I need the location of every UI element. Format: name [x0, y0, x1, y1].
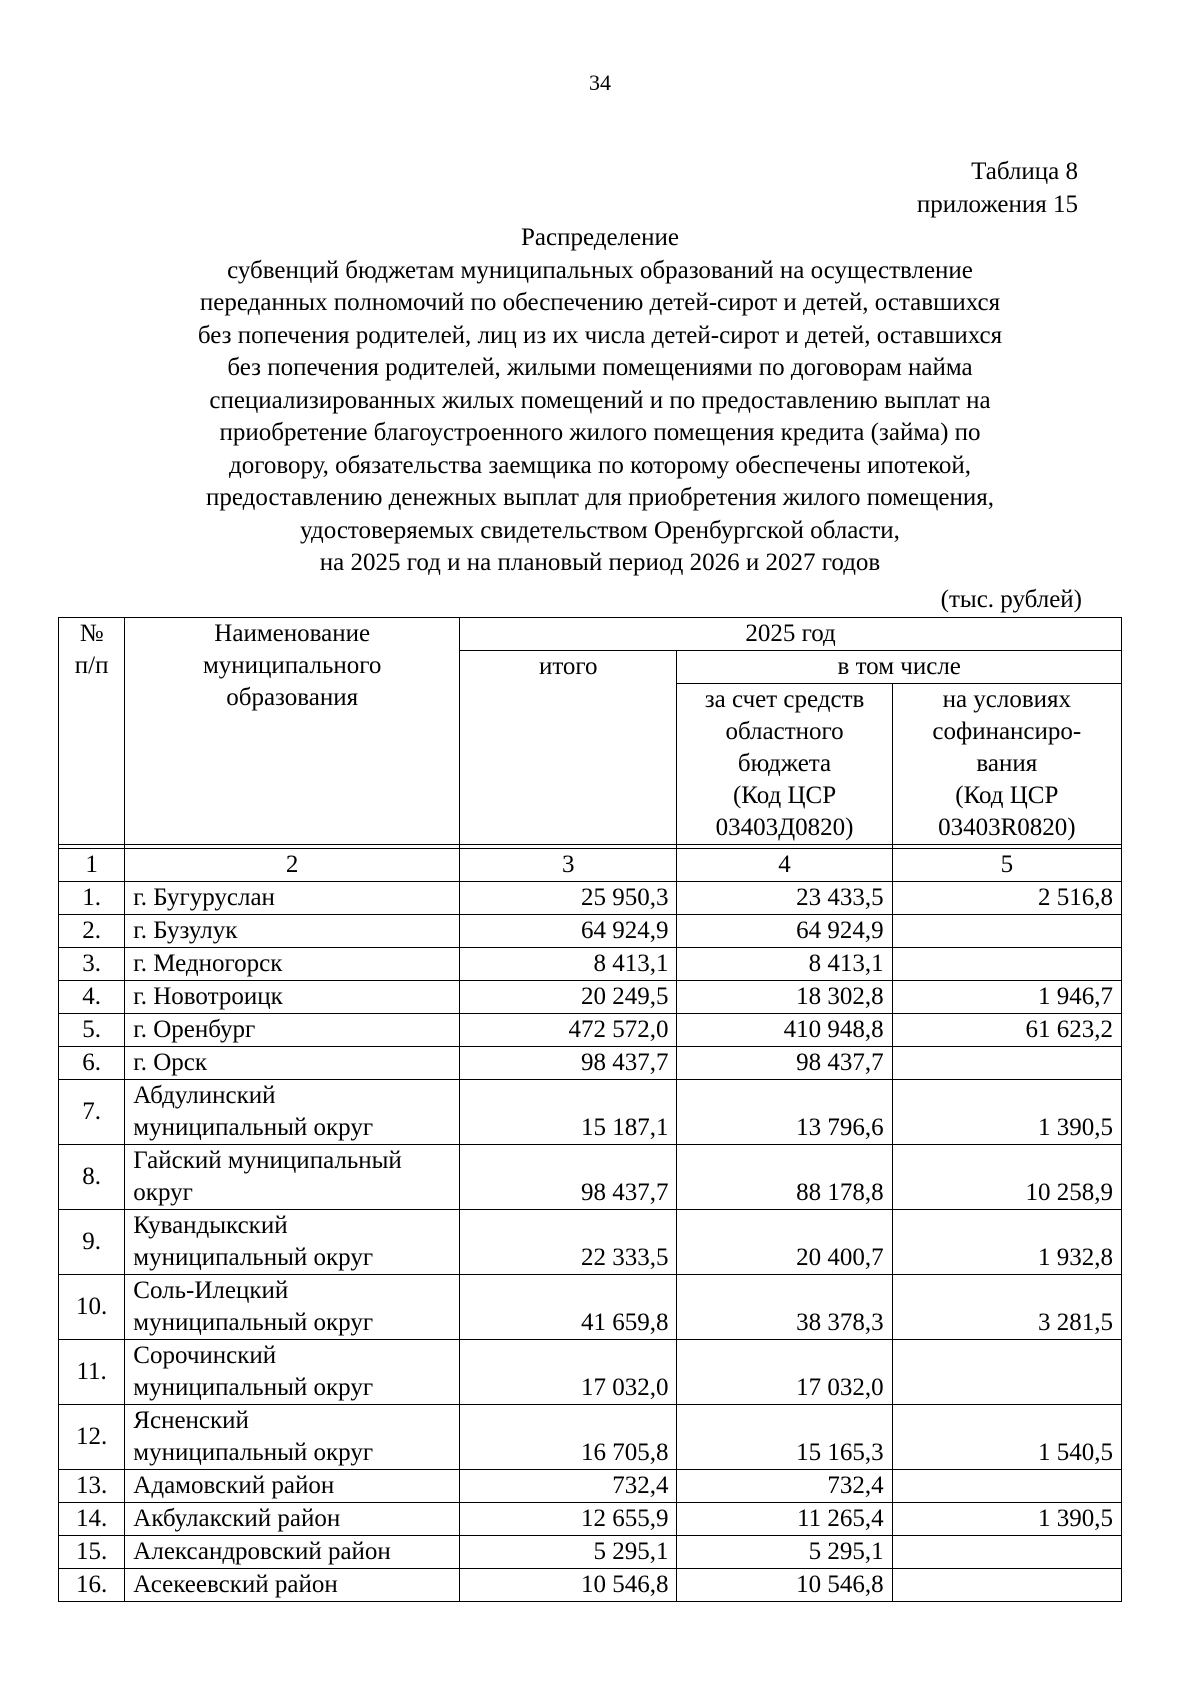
cofinancing-value: 3 281,5: [892, 1275, 1121, 1340]
table-row: [59, 1470, 1122, 1503]
regional-value: 15 165,3: [677, 1405, 892, 1470]
municipality-name-line: г. Медногорск: [133, 950, 283, 977]
municipality-name-line: г. Оренбург: [133, 1016, 256, 1043]
row-number: 4.: [59, 981, 125, 1014]
table-row: [59, 1340, 1122, 1405]
total-value: 98 437,7: [460, 1047, 677, 1080]
column-number: 4: [677, 849, 892, 882]
total-value: 15 187,1: [460, 1080, 677, 1145]
header-regional-line: (Код ЦСР: [732, 782, 837, 809]
total-value: 20 249,5: [460, 981, 677, 1014]
heading-line: удостоверяемых свидетельством Оренбургской области,: [300, 516, 900, 544]
header-name-line: образования: [226, 684, 359, 711]
row-number: 11.: [59, 1340, 125, 1405]
municipality-name: [125, 1503, 460, 1536]
header-name-line: Наименование: [214, 620, 371, 647]
regional-value: 11 265,4: [677, 1503, 892, 1536]
regional-value: 10 546,8: [677, 1569, 892, 1602]
cofinancing-value: [892, 1569, 1121, 1602]
municipality-name: [125, 948, 460, 981]
row-number: 3.: [59, 948, 125, 981]
municipality-name-line: Асекеевский район: [133, 1571, 338, 1598]
regional-value: 8 413,1: [677, 948, 892, 981]
cofinancing-value: [892, 915, 1121, 948]
municipality-name: [125, 1470, 460, 1503]
municipality-name-line: г. Бугуруслан: [133, 884, 275, 911]
appendix-reference-line: приложения 15: [916, 191, 1078, 218]
header-cofinancing-line: вания: [976, 750, 1038, 777]
municipality-name: [125, 882, 460, 915]
column-number: 1: [59, 849, 125, 882]
regional-value: 410 948,8: [677, 1014, 892, 1047]
total-value: 12 655,9: [460, 1503, 677, 1536]
municipality-name: [125, 1080, 460, 1145]
cofinancing-value: [892, 948, 1121, 981]
document-heading: [150, 222, 1050, 580]
municipality-name: [125, 1536, 460, 1569]
header-cofinancing-line: (Код ЦСР: [955, 782, 1059, 809]
heading-line: на 2025 год и на плановый период 2026 и 2027 годов: [319, 549, 881, 576]
municipality-name: [125, 1340, 460, 1405]
municipality-name-line: Адамовский район: [133, 1472, 335, 1499]
units-label: (тыс. рублей): [940, 586, 1082, 613]
header-cofinancing-line: софинансиро-: [932, 718, 1082, 745]
municipality-name-line: муниципальный округ: [133, 1374, 374, 1401]
header-regional-line: бюджета: [737, 750, 832, 777]
total-value: 41 659,8: [460, 1275, 677, 1340]
table-row: [59, 915, 1122, 948]
regional-value: 732,4: [677, 1470, 892, 1503]
total-value: 10 546,8: [460, 1569, 677, 1602]
cofinancing-value: 1 540,5: [892, 1405, 1121, 1470]
cofinancing-value: 61 623,2: [892, 1014, 1121, 1047]
table-row: [59, 1210, 1122, 1275]
municipality-name: [125, 1145, 460, 1210]
municipality-name-line: муниципальный округ: [133, 1114, 374, 1141]
header-cofinancing-line: на условиях: [942, 686, 1072, 713]
header-regional-line: областного: [725, 718, 844, 745]
cofinancing-value: 2 516,8: [892, 882, 1121, 915]
heading-line: специализированных жилых помещений и по предоставлению выплат на: [209, 386, 991, 414]
header-cofinancing: [892, 684, 1121, 845]
table-row: [59, 1405, 1122, 1470]
total-value: 8 413,1: [460, 948, 677, 981]
column-number-row: [59, 849, 1122, 882]
table-row: [59, 1275, 1122, 1340]
column-number: 5: [892, 849, 1121, 882]
municipality-name: [125, 1569, 460, 1602]
regional-value: 88 178,8: [677, 1145, 892, 1210]
municipality-name: [125, 1047, 460, 1080]
table-row: [59, 948, 1122, 981]
total-value: 98 437,7: [460, 1145, 677, 1210]
heading-line: предоставлению денежных выплат для приобретения жилого помещения,: [206, 484, 994, 511]
table-row: [59, 981, 1122, 1014]
regional-value: 17 032,0: [677, 1340, 892, 1405]
heading-line: без попечения родителей, лиц из их числа детей-сирот и детей, оставшихся: [197, 321, 1003, 349]
header-cofinancing-line: 03403R0820): [938, 814, 1076, 841]
cofinancing-value: 10 258,9: [892, 1145, 1121, 1210]
header-regional-line: 03403Д0820): [715, 814, 854, 841]
header-regional-budget: [677, 684, 892, 845]
municipality-name: [125, 915, 460, 948]
table-reference: [917, 155, 1078, 221]
municipality-name: [125, 1210, 460, 1275]
municipality-name: [125, 1405, 460, 1470]
row-number: 9.: [59, 1210, 125, 1275]
row-number: 10.: [59, 1275, 125, 1340]
header-num-line: п/п: [74, 652, 109, 679]
total-value: 64 924,9: [460, 915, 677, 948]
cofinancing-value: [892, 1047, 1121, 1080]
heading-title: Распределение: [521, 224, 679, 251]
total-value: 5 295,1: [460, 1536, 677, 1569]
heading-line: субвенций бюджетам муниципальных образований на осуществление: [227, 256, 973, 284]
row-number: 6.: [59, 1047, 125, 1080]
header-num-line: №: [79, 620, 104, 647]
regional-value: 13 796,6: [677, 1080, 892, 1145]
municipality-name-line: муниципальный округ: [133, 1439, 374, 1466]
municipality-name-line: Сорочинский: [133, 1342, 277, 1369]
header-name: [125, 618, 460, 845]
table-row: [59, 1145, 1122, 1210]
regional-value: 5 295,1: [677, 1536, 892, 1569]
subvention-table: [58, 617, 1122, 1602]
row-number: 2.: [59, 915, 125, 948]
heading-line: без попечения родителей, жилыми помещениями по договорам найма: [227, 354, 973, 381]
cofinancing-value: 1 946,7: [892, 981, 1121, 1014]
header-num: [59, 618, 125, 845]
heading-line: договору, обязательства заемщика по которому обеспечены ипотекой,: [229, 451, 971, 479]
page-number: 34: [589, 70, 611, 95]
total-value: 472 572,0: [460, 1014, 677, 1047]
cofinancing-value: [892, 1470, 1121, 1503]
municipality-name-line: муниципальный округ: [133, 1309, 374, 1336]
table-header: [59, 618, 1122, 882]
municipality-name: [125, 981, 460, 1014]
column-number: 2: [125, 849, 460, 882]
header-total: итого: [460, 651, 677, 845]
cofinancing-value: [892, 1340, 1121, 1405]
cofinancing-value: 1 932,8: [892, 1210, 1121, 1275]
row-number: 7.: [59, 1080, 125, 1145]
table-reference-line: Таблица 8: [971, 158, 1078, 185]
municipality-name-line: г. Бузулук: [133, 917, 238, 944]
municipality-name-line: г. Новотроицк: [133, 983, 283, 1010]
row-number: 5.: [59, 1014, 125, 1047]
table-row: [59, 1503, 1122, 1536]
row-number: 14.: [59, 1503, 125, 1536]
total-value: 17 032,0: [460, 1340, 677, 1405]
row-number: 15.: [59, 1536, 125, 1569]
total-value: 16 705,8: [460, 1405, 677, 1470]
municipality-name-line: Кувандыкский: [133, 1212, 288, 1239]
municipality-name-line: Абдулинский: [133, 1082, 276, 1109]
table-row: [59, 1569, 1122, 1602]
table-row: [59, 1080, 1122, 1145]
municipality-name-line: г. Орск: [133, 1049, 208, 1076]
table-row: [59, 882, 1122, 915]
cofinancing-value: [892, 1536, 1121, 1569]
row-number: 13.: [59, 1470, 125, 1503]
regional-value: 64 924,9: [677, 915, 892, 948]
cofinancing-value: 1 390,5: [892, 1080, 1121, 1145]
regional-value: 20 400,7: [677, 1210, 892, 1275]
column-number: 3: [460, 849, 677, 882]
municipality-name-line: муниципальный округ: [133, 1244, 374, 1271]
table-row: [59, 1014, 1122, 1047]
municipality-name: [125, 1014, 460, 1047]
table-body: [59, 882, 1122, 1602]
table-row: [59, 1047, 1122, 1080]
row-number: 1.: [59, 882, 125, 915]
total-value: 732,4: [460, 1470, 677, 1503]
heading-line: переданных полномочий по обеспечению детей-сирот и детей, оставшихся: [199, 289, 1001, 316]
regional-value: 98 437,7: [677, 1047, 892, 1080]
municipality-name-line: Александровский район: [133, 1538, 391, 1565]
row-number: 16.: [59, 1569, 125, 1602]
municipality-name: [125, 1275, 460, 1340]
regional-value: 38 378,3: [677, 1275, 892, 1340]
municipality-name-line: Гайский муниципальный: [133, 1147, 402, 1174]
row-number: 8.: [59, 1145, 125, 1210]
header-including: в том числе: [677, 651, 1122, 684]
municipality-name-line: Ясненский: [133, 1407, 249, 1434]
regional-value: 23 433,5: [677, 882, 892, 915]
heading-body: [150, 255, 1050, 580]
header-year: 2025 год: [460, 618, 1122, 651]
municipality-name-line: Соль-Илецкий: [133, 1277, 289, 1304]
municipality-name-line: Акбулакский район: [133, 1505, 341, 1532]
total-value: 22 333,5: [460, 1210, 677, 1275]
table-row: [59, 1536, 1122, 1569]
regional-value: 18 302,8: [677, 981, 892, 1014]
cofinancing-value: 1 390,5: [892, 1503, 1121, 1536]
municipality-name-line: округ: [133, 1179, 193, 1206]
heading-line: приобретение благоустроенного жилого помещения кредита (займа) по: [219, 419, 981, 446]
row-number: 12.: [59, 1405, 125, 1470]
header-name-line: муниципального: [202, 652, 382, 679]
total-value: 25 950,3: [460, 882, 677, 915]
header-regional-line: за счет средств: [704, 686, 865, 713]
